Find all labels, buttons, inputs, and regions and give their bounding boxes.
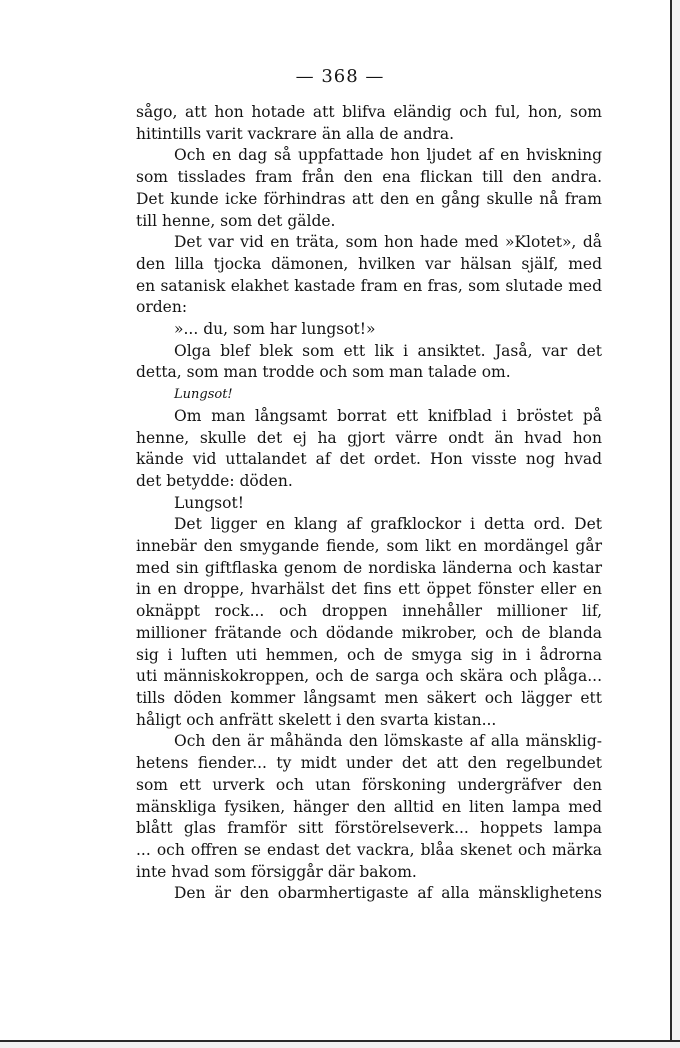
- text-line: Det kunde icke förhindras att den en gång skulle nå fram: [136, 189, 602, 208]
- text-line: till henne, som det gälde.: [136, 211, 336, 230]
- text-line: Olga blef blek som ett lik i ansiktet. Jaså, var det: [174, 341, 602, 360]
- text-line: millioner frätande och dödande mikrober, och de blanda: [136, 623, 602, 642]
- text-line: Den är den obarmhertigaste af alla mänsklighetens: [174, 884, 602, 903]
- text-line: henne, skulle det ej ha gjort värre ondt än hvad hon: [136, 428, 602, 447]
- text-line: innebär den smygande fiende, som likt en mordängel går: [136, 537, 602, 556]
- text-line: Det var vid en träta, som hon hade med »Klotet», då: [174, 233, 602, 252]
- text-line: hitintills varit vackrare än alla de andra.: [136, 124, 455, 143]
- text-line: Lungsot!: [174, 493, 244, 512]
- text-line: sig i luften uti hemmen, och de smyga sig in i ådrorna: [136, 645, 602, 664]
- text-line: Och en dag så uppfattade hon ljudet af en hviskning: [174, 146, 602, 165]
- text-line: detta, som man trodde och som man talade om.: [136, 363, 511, 382]
- text-line: in en droppe, hvarhälst det fins ett öppet fönster eller en: [136, 580, 602, 599]
- page-number: — 368 —: [295, 66, 385, 87]
- text-line: blått glas framför sitt förstörelseverk... hoppets lampa: [136, 819, 602, 838]
- text-line: det betydde: döden.: [136, 471, 293, 490]
- text-line: »... du, som har lungsot!»: [174, 320, 376, 339]
- text-line: Om man långsamt borrat ett knifblad i bröstet på: [174, 406, 602, 425]
- text-line: som tisslades fram från den ena flickan till den andra.: [136, 168, 602, 187]
- text-line: ... och offren se endast det vackra, blåa skenet och märka: [136, 840, 602, 859]
- text-line: Lungsot!: [174, 387, 233, 403]
- text-line: orden:: [136, 298, 188, 317]
- text-line: den lilla tjocka dämonen, hvilken var hälsan själf, med: [136, 254, 602, 273]
- text-line: mänskliga fysiken, hänger den alltid en liten lampa med: [136, 797, 602, 816]
- page-edge-bottom: [0, 1040, 680, 1048]
- text-line: oknäppt rock... och droppen innehåller millioner lif,: [136, 602, 602, 621]
- text-line: håligt och anfrätt skelett i den svarta kistan...: [136, 710, 497, 729]
- text-line: en satanisk elakhet kastade fram en fras, som slutade med: [136, 276, 602, 295]
- text-line: med sin giftflaska genom de nordiska länderna och kastar: [136, 558, 602, 577]
- text-line: kände vid uttalandet af det ordet. Hon visste nog hvad: [136, 450, 602, 469]
- page-edge-right: [670, 0, 680, 1048]
- text-line: som ett urverk och utan förskoning undergräfver den: [136, 775, 602, 794]
- text-line: uti människokroppen, och de sarga och skära och plåga...: [136, 667, 602, 686]
- text-line: sågo, att hon hotade att blifva eländig och ful, hon, som: [136, 103, 602, 121]
- text-line: Och den är måhända den lömskaste af alla mänsklig-: [174, 732, 602, 751]
- text-line: inte hvad som försiggår där bakom.: [136, 862, 417, 881]
- text-line: Det ligger en klang af grafklockor i detta ord. Det: [174, 515, 602, 534]
- body-text: [136, 102, 602, 905]
- text-line: hetens fiender... ty midt under det att den regelbundet: [136, 754, 602, 773]
- text-line: tills döden kommer långsamt men säkert och lägger ett: [136, 688, 602, 707]
